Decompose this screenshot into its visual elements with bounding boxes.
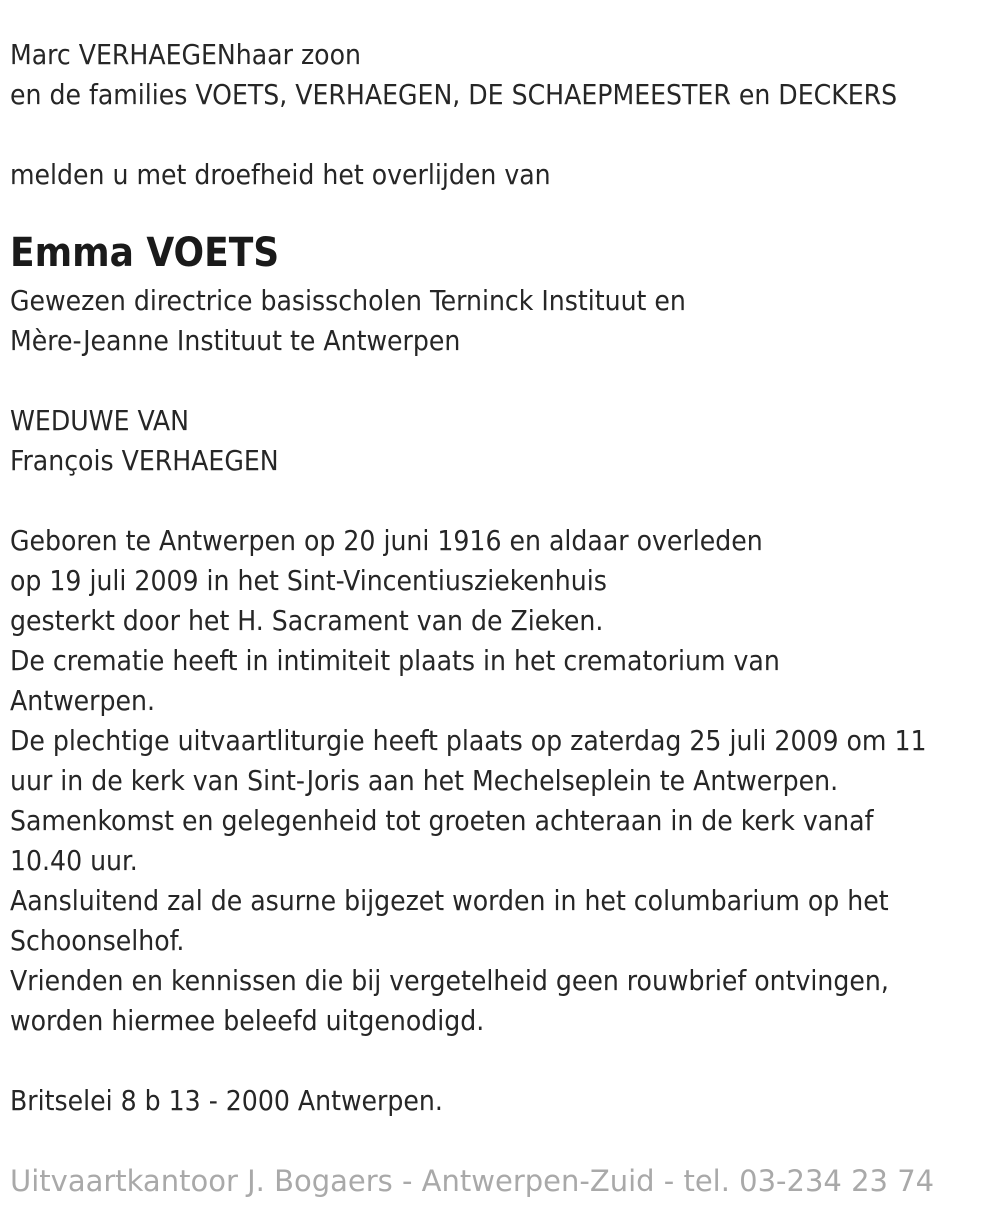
details-line: Antwerpen.: [10, 684, 155, 717]
notifiers-block: [10, 35, 990, 115]
details-line: 10.40 uur.: [10, 844, 138, 877]
notifier-line-2: en de families VOETS, VERHAEGEN, DE SCHAEPMEESTER en DECKERS: [10, 78, 898, 111]
widow-of-name: François VERHAEGEN: [10, 444, 279, 477]
address-line: Britselei 8 b 13 - 2000 Antwerpen.: [10, 1084, 443, 1117]
notifier-line-1: Marc VERHAEGENhaar zoon: [10, 38, 361, 71]
details-line: op 19 juli 2009 in het Sint-Vincentiusziekenhuis: [10, 564, 607, 597]
funeral-home-footer: Uitvaartkantoor J. Bogaers - Antwerpen-Zuid - tel. 03-234 23 74: [10, 1164, 935, 1198]
details-line: De plechtige uitvaartliturgie heeft plaats op zaterdag 25 juli 2009 om 11: [10, 724, 927, 757]
details-line: Vrienden en kennissen die bij vergetelheid geen rouwbrief ontvingen,: [10, 964, 889, 997]
details-line: Aansluitend zal de asurne bijgezet worden in het columbarium op het: [10, 884, 889, 917]
details-line: uur in de kerk van Sint-Joris aan het Mechelseplein te Antwerpen.: [10, 764, 839, 797]
details-line: De crematie heeft in intimiteit plaats in het crematorium van: [10, 644, 780, 677]
widow-label: WEDUWE VAN: [10, 404, 189, 437]
details-block: [10, 521, 990, 1041]
details-line: Geboren te Antwerpen op 20 juni 1916 en aldaar overleden: [10, 524, 763, 557]
deceased-name: Emma VOETS: [10, 230, 280, 276]
widow-block: [10, 401, 990, 481]
details-line: Schoonselhof.: [10, 924, 185, 957]
deceased-title-line-2: Mère-Jeanne Instituut te Antwerpen: [10, 324, 461, 357]
deceased-title-block: [10, 281, 990, 361]
deceased-title-line-1: Gewezen directrice basisscholen Terninck Instituut en: [10, 284, 686, 317]
details-line: Samenkomst en gelegenheid tot groeten achteraan in de kerk vanaf: [10, 804, 874, 837]
details-line: gesterkt door het H. Sacrament van de Zieken.: [10, 604, 604, 637]
details-line: worden hiermee beleefd uitgenodigd.: [10, 1004, 485, 1037]
announcement-text: melden u met droefheid het overlijden van: [10, 158, 551, 191]
